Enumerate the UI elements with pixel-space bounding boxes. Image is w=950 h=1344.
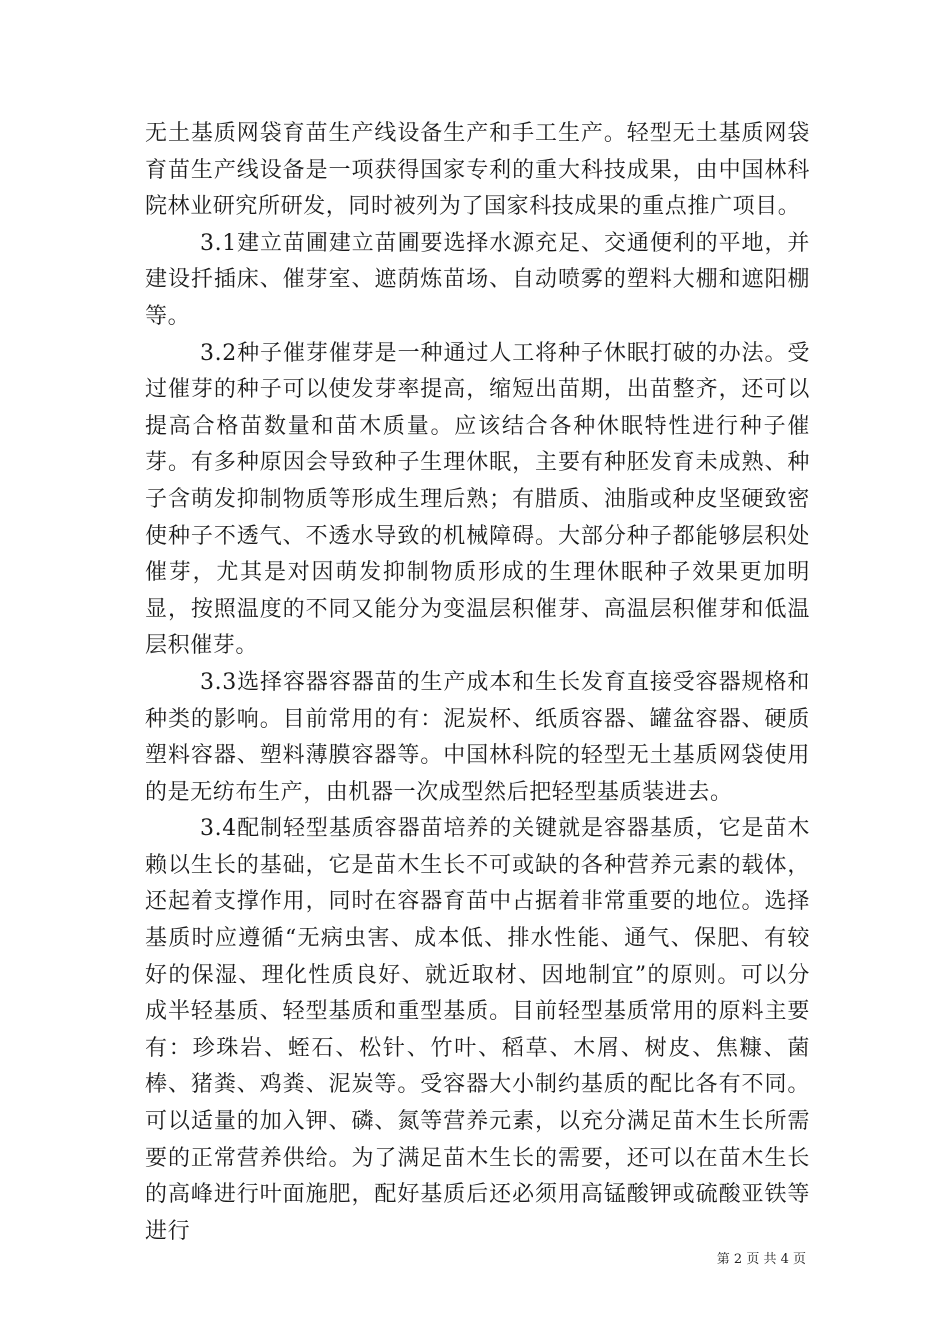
paragraph-3-3-container: 3.3选择容器容器苗的生产成本和生长发育直接受容器规格和种类的影响。目前常用的有：泥炭杯、纸质容器、罐盆容器、硬质塑料容器、塑料薄膜容器等。中国林科院的轻型无土基质网袋使用的是无纺布生产，由机器一次成型然后把轻型基质装进去。 xyxy=(145,669,810,805)
page-number-label: 第 2 页 共 4 页 xyxy=(716,1252,806,1267)
paragraph-3-4-substrate: 3.4配制轻型基质容器苗培养的关键就是容器基质，它是苗木赖以生长的基础，它是苗木生长不可或缺的各种营养元素的载体，还起着支撑作用，同时在容器育苗中占据着非常重要的地位。选择基质时应遵循“无病虫害、成本低、排水性能、通气、保肥、有较好的保湿、理化性质良好、就近取材、因地制宜”的原则。可以分成半轻基质、轻型基质和重型基质。目前轻型基质常用的原料主要有：珍珠岩、蛭石、松针、竹叶、稻草、木屑、树皮、焦糠、菌棒、猪粪、鸡粪、泥炭等。受容器大小制约基质的配比各有不同。可以适量的加入钾、磷、氮等营养元素，以充分满足苗木生长所需要的正常营养供给。为了满足苗木生长的需要，还可以在苗木生长的高峰进行叶面施肥，配好基质后还必须用高锰酸钾或硫酸亚铁等进行 xyxy=(145,816,810,1244)
paragraph-3-2-germination: 3.2种子催芽催芽是一种通过人工将种子休眠打破的办法。受过催芽的种子可以使发芽率提高，缩短出苗期，出苗整齐，还可以提高合格苗数量和苗木质量。应该结合各种休眠特性进行种子催芽。有多种原因会导致种子生理休眠，主要有种胚发育未成熟、种子含萌发抑制物质等形成生理后熟；有腊质、油脂或种皮坚硬致密使种子不透气、不透水导致的机械障碍。大部分种子都能够层积处催芽，尤其是对因萌发抑制物质形成的生理休眠种子效果更加明显，按照温度的不同又能分为变温层积催芽、高温层积催芽和低温层积催芽。 xyxy=(145,340,810,659)
body-text xyxy=(145,116,810,1250)
paragraph-continuation: 无土基质网袋育苗生产线设备生产和手工生产。轻型无土基质网袋育苗生产线设备是一项获得国家专利的重大科技成果，由中国林科院林业研究所研发，同时被列为了国家科技成果的重点推广项目。 xyxy=(145,121,810,220)
page-footer xyxy=(0,1251,806,1269)
paragraph-3-1-nursery: 3.1建立苗圃建立苗圃要选择水源充足、交通便利的平地，并建设扦插床、催芽室、遮荫炼苗场、自动喷雾的塑料大棚和遮阳棚等。 xyxy=(145,230,810,329)
